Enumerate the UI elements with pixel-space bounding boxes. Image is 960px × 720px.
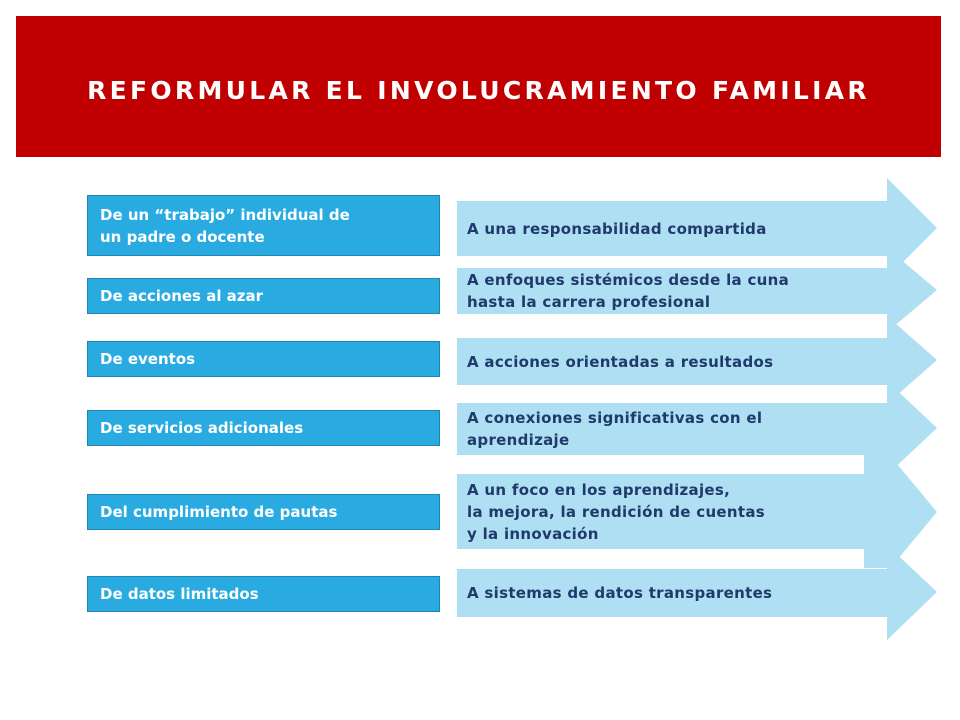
slide-title: REFORMULAR EL INVOLUCRAMIENTO FAMILIAR [87, 76, 870, 105]
to-text-5c: y la innovación [467, 524, 599, 543]
to-text-5a: A un foco en los aprendizajes, [467, 480, 731, 499]
to-text-1: A una responsabilidad compartida [467, 219, 767, 238]
from-text-1b: un padre o docente [100, 227, 265, 246]
from-box-6 [87, 576, 440, 612]
from-text-6: De datos limitados [100, 585, 259, 603]
to-label-5 [467, 474, 765, 549]
from-box-1 [87, 195, 440, 256]
to-text-5b: la mejora, la rendición de cuentas [467, 502, 766, 521]
to-text-2b: hasta la carrera profesional [467, 293, 711, 311]
to-label-1 [467, 201, 767, 256]
from-box-2 [87, 278, 440, 314]
from-text-5: Del cumplimiento de pautas [100, 503, 338, 521]
to-text-2a: A enfoques sistémicos desde la cuna [467, 271, 790, 289]
to-text-4a: A conexiones significativas con el [467, 409, 763, 427]
from-box-3 [87, 341, 440, 377]
from-text-1a: De un “trabajo” individual de [100, 205, 350, 224]
to-label-4 [467, 403, 762, 455]
to-text-3: A acciones orientadas a resultados [467, 352, 774, 371]
from-text-2: De acciones al azar [100, 287, 264, 305]
from-text-3: De eventos [100, 350, 196, 368]
to-text-4b: aprendizaje [467, 431, 570, 449]
from-text-4: De servicios adicionales [100, 419, 304, 437]
to-label-2 [467, 268, 789, 314]
from-box-5 [87, 494, 440, 530]
to-text-6: A sistemas de datos transparentes [467, 584, 773, 602]
to-label-6 [467, 569, 772, 617]
to-label-3 [467, 338, 773, 385]
from-box-4 [87, 410, 440, 446]
